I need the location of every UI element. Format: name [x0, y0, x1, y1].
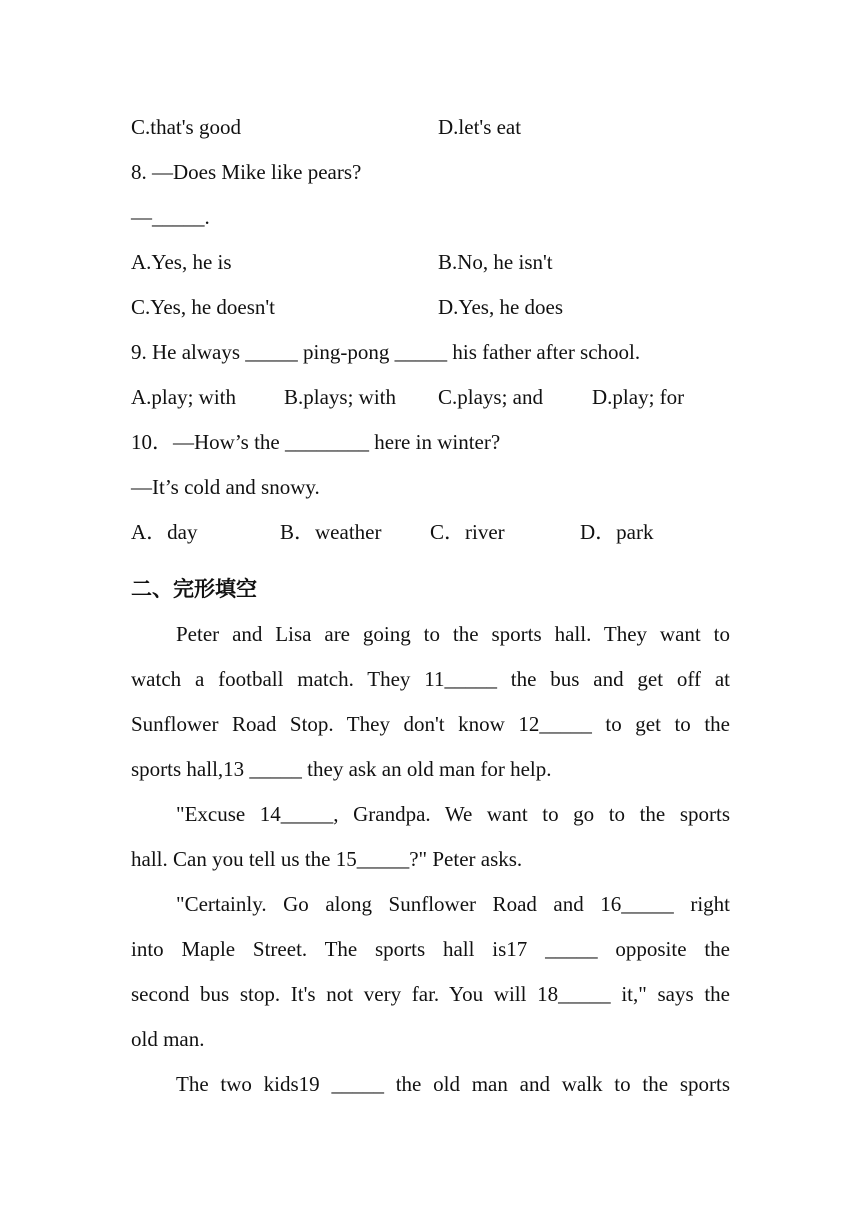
passage-line: "Excuse 14_____, Grandpa. We want to go to the sports	[176, 802, 730, 826]
passage-line: Sunflower Road Stop. They don't know 12_____ to get to the	[131, 712, 730, 736]
section-heading: 二、完形填空	[131, 577, 257, 601]
q10-answer-line: —It’s cold and snowy.	[131, 475, 320, 499]
passage-line: Peter and Lisa are going to the sports hall. They want to	[176, 622, 730, 646]
q10-stem: 10．—How’s the ________ here in winter?	[131, 430, 501, 454]
q9-option-d: D.play; for	[592, 385, 685, 409]
q9-option-c: C.plays; and	[438, 385, 543, 409]
passage-line: The two kids19 _____ the old man and walk to the sports	[176, 1072, 730, 1096]
q7-option-d: D.let's eat	[438, 115, 522, 139]
q8-option-c: C.Yes, he doesn't	[131, 295, 275, 319]
passage-line: watch a football match. They 11_____ the bus and get off at	[131, 667, 730, 691]
passage-line: sports hall,13 _____ they ask an old man for help.	[131, 757, 552, 781]
q7-option-c: C.that's good	[131, 115, 241, 139]
passage-line: old man.	[131, 1027, 205, 1051]
q8-option-b: B.No, he isn't	[438, 250, 553, 274]
q8-stem: 8. —Does Mike like pears?	[131, 160, 362, 184]
passage-line: "Certainly. Go along Sunflower Road and 16_____ right	[176, 892, 730, 916]
q10-option-d: D．park	[580, 520, 654, 544]
q8-answer-line: —_____.	[131, 205, 210, 229]
q10-option-c: C．river	[430, 520, 505, 544]
q8-option-d: D.Yes, he does	[438, 295, 564, 319]
passage-line: hall. Can you tell us the 15_____?" Peter asks.	[131, 847, 523, 871]
q9-option-b: B.plays; with	[284, 385, 397, 409]
q10-option-a: A．day	[131, 520, 198, 544]
passage-line: second bus stop. It's not very far. You will 18_____ it," says the	[131, 982, 730, 1006]
q10-option-b: B．weather	[280, 520, 382, 544]
q8-option-a: A.Yes, he is	[131, 250, 232, 274]
q9-stem: 9. He always _____ ping-pong _____ his father after school.	[131, 340, 641, 364]
passage-line: into Maple Street. The sports hall is17 _____ opposite the	[131, 937, 730, 961]
q9-option-a: A.play; with	[131, 385, 236, 409]
